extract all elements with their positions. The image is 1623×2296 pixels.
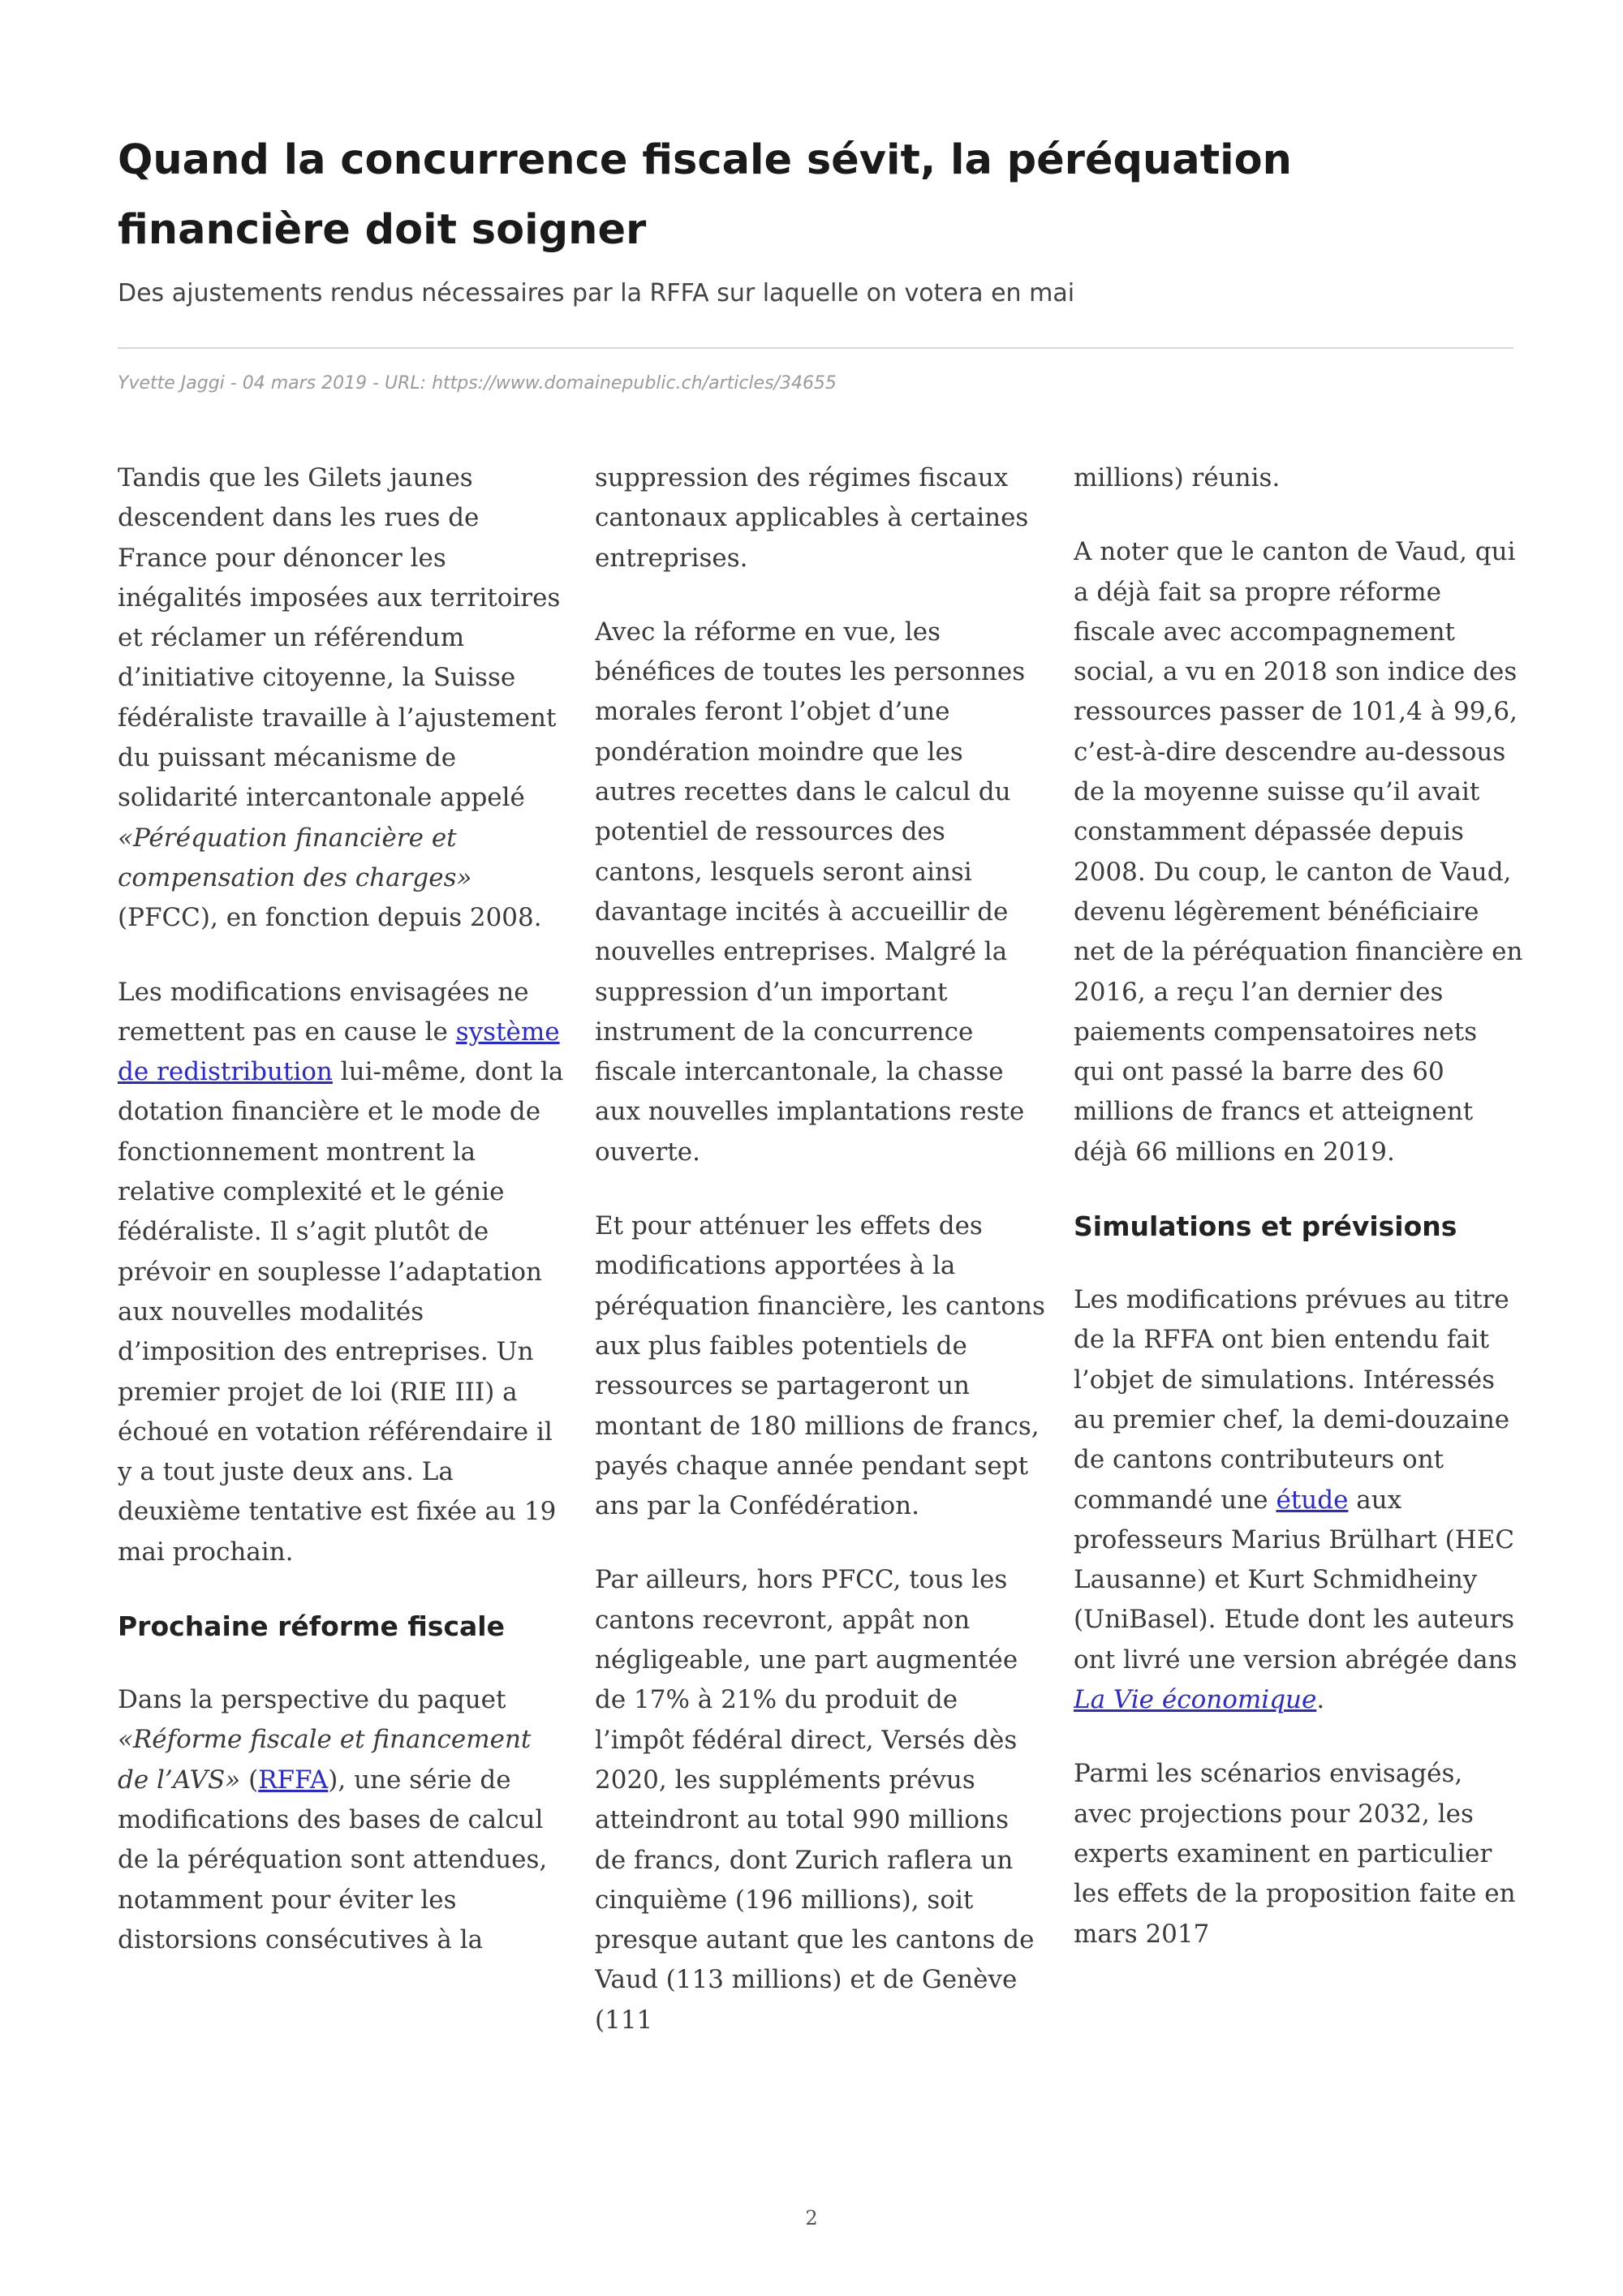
paragraph-text: aux professeurs Marius Brülhart (HEC Lausanne) et Kurt Schmidheiny (UniBasel). Etude dont les auteurs ont livré une version abrégée dans [1074,1485,1518,1675]
paragraph-text: ( [240,1765,259,1795]
paragraph-text: Les modifications envisagées ne remettent pas en cause le [118,977,529,1047]
paragraph-text: Dans la perspective du paquet [118,1685,506,1715]
paragraph [118,973,568,1572]
link-etude[interactable]: étude [1276,1485,1349,1515]
article-byline: Yvette Jaggi - 04 mars 2019 - URL: https://www.domainepublic.ch/articles/34655 [118,373,837,393]
paragraph [1074,1280,1524,1720]
text-column-3 [1074,458,1524,2186]
paragraph-text: lui-même, dont la dotation financière et le mode de fonctionnement montrent la relative complexité et le génie fédéraliste. Il s’agit plutôt de prévoir en souplesse l’adaptation aux nouvelles modalités d’imposition des entreprises. Un premier projet de loi (RIE III) a échoué en votation référendaire il y a tout juste deux ans. La deuxième tentative est fixée au 19 mai prochain. [118,1057,564,1567]
paragraph: suppression des régimes fiscaux cantonaux applicables à certaines entreprises. [595,463,1029,573]
page-number: 2 [805,2207,818,2229]
section-heading: Prochaine réforme fiscale [118,1610,505,1643]
paragraph: A noter que le canton de Vaud, qui a déjà fait sa propre réforme fiscale avec accompagnement social, a vu en 2018 son indice des ressources passer de 101,4 à 99,6, c’est-à-dire descendre au-dessous de la moyenne suisse qu’il avait constamment dépassée depuis 2008. Du coup, le canton de Vaud, devenu légèrement bénéficiaire net de la péréquation financière en 2016, a reçu l’an dernier des paiements compensatoires nets qui ont passé la barre des 60 millions de francs et atteignent déjà 66 millions en 2019. [1074,537,1523,1167]
paragraph-text: Tandis que les Gilets jaunes descendent dans les rues de France pour dénoncer les inégalités imposées aux territoires et réclamer un référendum d’initiative citoyenne, la Suisse fédéraliste travaille à l’ajustement du puissant mécanisme de solidarité intercantonale appelé [118,463,561,813]
link-systeme-de-redistribution[interactable]: système de redistribution [118,1017,560,1087]
link-rffa[interactable]: RFFA [258,1765,329,1795]
paragraph: Et pour atténuer les effets des modifications apportées à la péréquation financière, les cantons aux plus faibles potentiels de ressources se partageront un montant de 180 millions de francs, payés chaque année pendant sept ans par la Confédération. [595,1211,1045,1521]
emphasis-text: «Réforme fiscale et financement de l’AVS» [118,1725,532,1795]
paragraph: Par ailleurs, hors PFCC, tous les cantons recevront, appât non négligeable, une part augmentée de 17% à 21% du produit de l’impôt fédéral direct, Versés dès 2020, les suppléments prévus atteindront au total 990 millions de francs, dont Zurich raflera un cinquième (196 millions), soit presque autant que les cantons de Vaud (113 millions) et de Genève (111 [595,1565,1035,2035]
paragraph [118,1680,568,1960]
header-divider [118,347,1513,349]
link-text: La Vie économique [1074,1685,1317,1715]
paragraph [118,458,568,939]
paragraph-text: ), une série de modifications des bases de calcul de la péréquation sont attendues, notamment pour éviter les distorsions consécutives à la [118,1765,548,1954]
article-subtitle: Des ajustements rendus nécessaires par la RFFA sur laquelle on votera en mai [118,279,1075,307]
article-title: Quand la concurrence fiscale sévit, la péréquation financière doit soigner [118,136,1292,254]
paragraph: millions) réunis. [1074,463,1281,492]
emphasis-text: «Péréquation financière et compensation des charges» [118,823,472,892]
paragraph: Parmi les scénarios envisagés, avec projections pour 2032, les experts examinent en particulier les effets de la proposition faite en mars 2017 [1074,1759,1516,1949]
paragraph-text: (PFCC), en fonction depuis 2008. [118,903,542,933]
text-column-2 [595,458,1045,2186]
paragraph-text: . [1316,1685,1325,1715]
paragraph: Avec la réforme en vue, les bénéfices de toutes les personnes morales feront l’objet d’une pondération moindre que les autres recettes dans le calcul du potentiel de ressources des cantons, lesquels seront ainsi davantage incités à accueillir de nouvelles entreprises. Malgré la suppression d’un important instrument de la concurrence fiscale intercantonale, la chasse aux nouvelles implantations reste ouverte. [595,617,1026,1167]
text-column-1 [118,458,568,2186]
link-la-vie-economique[interactable] [1074,1685,1316,1714]
paragraph-text: Les modifications prévues au titre de la RFFA ont bien entendu fait l’objet de simulations. Intéressés au premier chef, la demi-douzaine de cantons contributeurs ont commandé une [1074,1285,1510,1515]
section-heading: Simulations et prévisions [1074,1210,1457,1243]
